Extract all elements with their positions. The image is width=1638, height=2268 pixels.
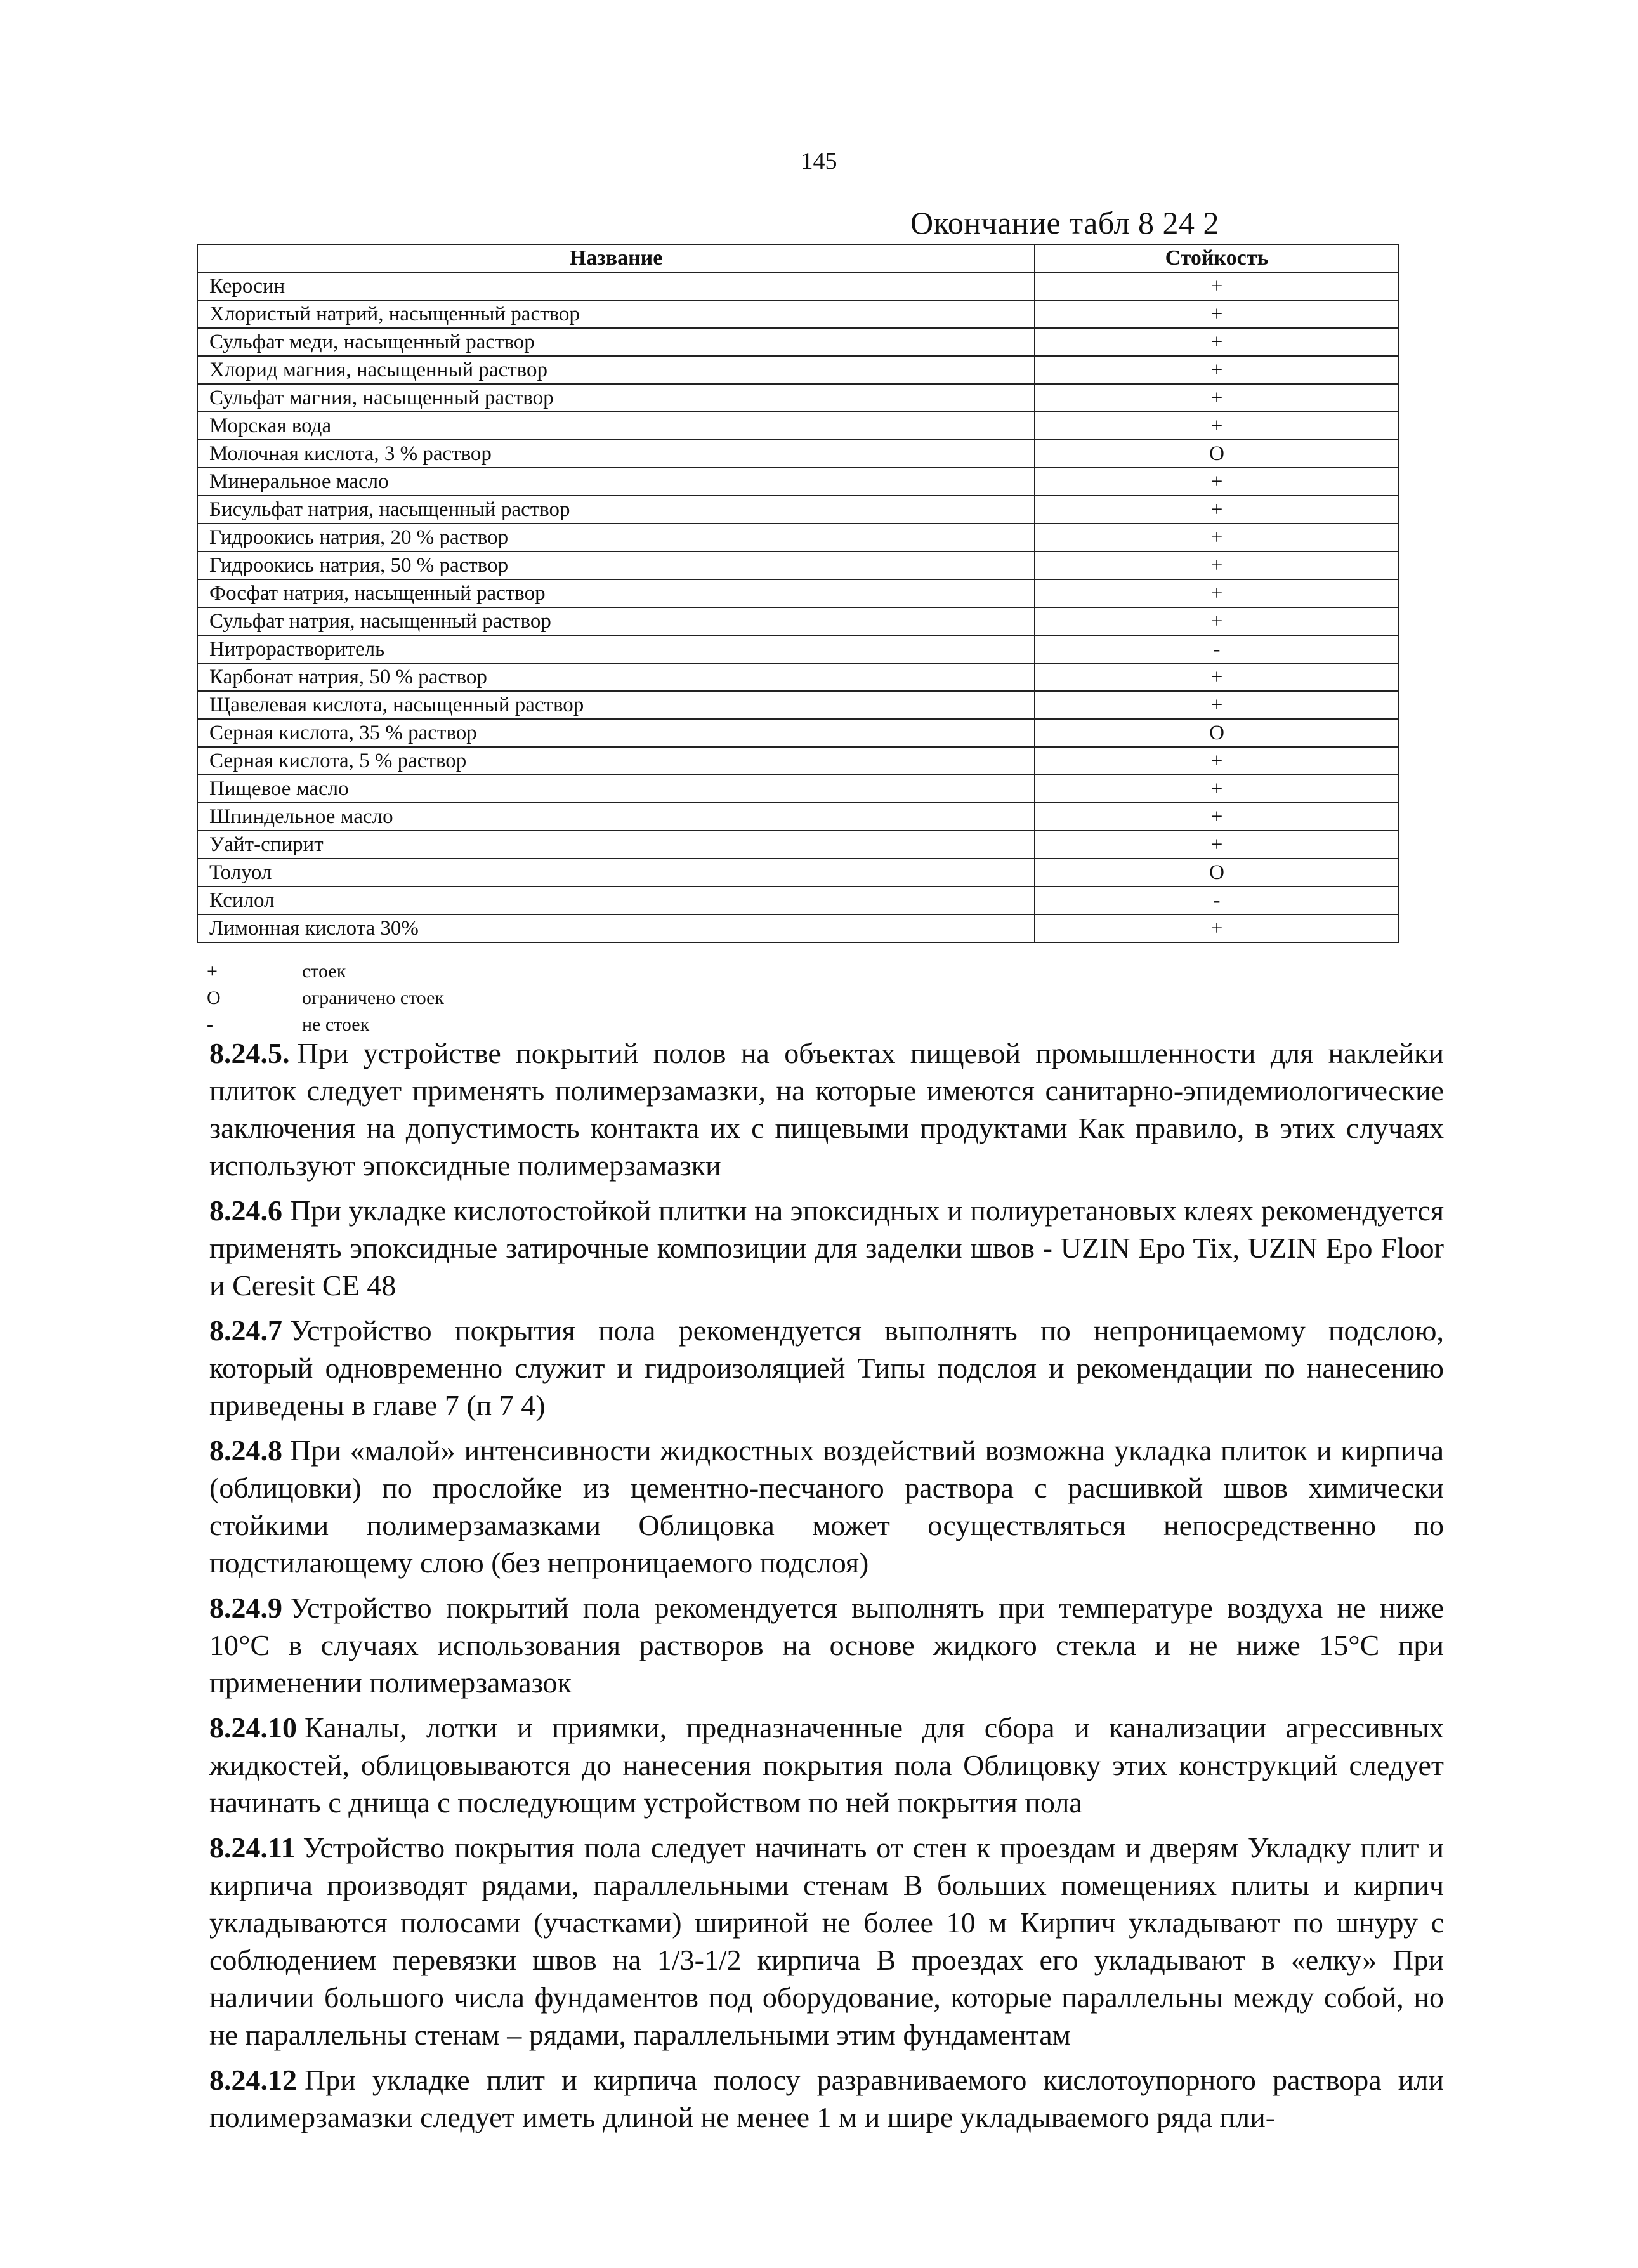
table-row — [197, 747, 1399, 775]
table-row — [197, 440, 1399, 468]
substance-name: Хлорид магния, насыщенный раствор — [197, 356, 1035, 384]
legend-text: не стоек — [302, 1014, 370, 1035]
paragraph-number: 8.24.11 — [209, 1831, 296, 1864]
substance-name: Морская вода — [197, 412, 1035, 440]
paragraph — [209, 1829, 1444, 2054]
resistance-value: - — [1035, 635, 1399, 663]
table-row — [197, 691, 1399, 719]
resistance-value: + — [1035, 831, 1399, 859]
table-row — [197, 579, 1399, 607]
substance-name: Ксилол — [197, 887, 1035, 914]
table-row — [197, 300, 1399, 328]
table-row — [197, 328, 1399, 356]
table-row — [197, 859, 1399, 887]
paragraph-number: 8.24.12 — [209, 2064, 297, 2096]
table-row — [197, 524, 1399, 551]
resistance-value: + — [1035, 384, 1399, 412]
substance-name: Шпиндельное масло — [197, 803, 1035, 831]
resistance-value: + — [1035, 551, 1399, 579]
table-row — [197, 775, 1399, 803]
table-row — [197, 551, 1399, 579]
resistance-value: - — [1035, 887, 1399, 914]
paragraph-number: 8.24.10 — [209, 1711, 297, 1744]
substance-name: Гидроокись натрия, 50 % раствор — [197, 551, 1035, 579]
paragraph-text: Каналы, лотки и приямки, предназначенные для сбора и канализации агрессивных жидкостей, облицовываются до нанесения покрытия пола Облицовку этих конструкций следует начинать с днища с последующим устройством по ней покрытия пола — [209, 1711, 1444, 1819]
table-row — [197, 663, 1399, 691]
paragraph-text: Устройство покрытий пола рекомендуется выполнять при температуре воздуха не ниже 10°С в случаях использования растворов на основе жидкого стекла и не ниже 15°С при применении полимерзамазок — [209, 1592, 1444, 1699]
resistance-value: + — [1035, 356, 1399, 384]
substance-name: Уайт-спирит — [197, 831, 1035, 859]
substance-name: Лимонная кислота 30% — [197, 914, 1035, 942]
substance-name: Гидроокись натрия, 20 % раствор — [197, 524, 1035, 551]
resistance-value: + — [1035, 579, 1399, 607]
table-row — [197, 607, 1399, 635]
table-header-row — [197, 244, 1399, 272]
substance-name: Сульфат магния, насыщенный раствор — [197, 384, 1035, 412]
paragraph-text: Устройство покрытия пола следует начинать от стен к проездам и дверям Укладку плит и кирпича производят рядами, параллельными стенам В больших помещениях плиты и кирпич укладываются полосами (участками) шириной не более 10 м Кирпич укладывают по шнуру с соблюдением перевязки швов на 1/3-1/2 кирпича В проездах его укладывают в «елку» При наличии большого числа фундаментов под оборудование, которые параллельны между собой, но не параллельны стенам – рядами, параллельными этим фундаментам — [209, 1831, 1444, 2051]
table-row — [197, 412, 1399, 440]
substance-name: Нитрорастворитель — [197, 635, 1035, 663]
page-number: 145 — [801, 148, 837, 175]
table-row — [197, 719, 1399, 747]
table-row — [197, 887, 1399, 914]
body-text — [209, 1034, 1444, 2144]
paragraph-text: Устройство покрытия пола рекомендуется выполнять по непроницаемому подслою, который одновременно служит и гидроизоляцией Типы подслоя и рекомендации по нанесению приведены в главе 7 (п 7 4) — [209, 1314, 1444, 1421]
paragraph-number: 8.24.5. — [209, 1037, 290, 1069]
resistance-value: + — [1035, 328, 1399, 356]
resistance-value: + — [1035, 468, 1399, 496]
resistance-value: + — [1035, 524, 1399, 551]
table-row — [197, 272, 1399, 300]
table-caption: Окончание табл 8 24 2 — [910, 205, 1219, 241]
substance-name: Пищевое масло — [197, 775, 1035, 803]
table-row — [197, 468, 1399, 496]
resistance-value: О — [1035, 440, 1399, 468]
substance-name: Толуол — [197, 859, 1035, 887]
resistance-table — [197, 244, 1398, 943]
resistance-value: + — [1035, 272, 1399, 300]
header-resistance: Стойкость — [1035, 244, 1399, 272]
substance-name: Серная кислота, 35 % раствор — [197, 719, 1035, 747]
legend-item — [207, 985, 444, 1012]
paragraph-number: 8.24.7 — [209, 1314, 282, 1347]
resistance-value: + — [1035, 803, 1399, 831]
legend-text: стоек — [302, 961, 346, 982]
resistance-value: О — [1035, 719, 1399, 747]
substance-name: Щавелевая кислота, насыщенный раствор — [197, 691, 1035, 719]
paragraph-text: При укладке плит и кирпича полосу разравниваемого кислотоупорного раствора или полимерзамазки следует иметь длиной не менее 1 м и шире укладываемого ряда пли- — [209, 2064, 1444, 2133]
table-row — [197, 914, 1399, 942]
resistance-value: + — [1035, 914, 1399, 942]
substance-name: Минеральное масло — [197, 468, 1035, 496]
paragraph — [209, 1589, 1444, 1701]
table-row — [197, 803, 1399, 831]
table-legend — [207, 958, 444, 1038]
substance-name: Серная кислота, 5 % раствор — [197, 747, 1035, 775]
substance-name: Бисульфат натрия, насыщенный раствор — [197, 496, 1035, 524]
table-row — [197, 831, 1399, 859]
legend-item — [207, 958, 444, 985]
resistance-value: + — [1035, 747, 1399, 775]
paragraph-number: 8.24.6 — [209, 1194, 282, 1227]
legend-symbol: + — [207, 961, 218, 982]
resistance-value: + — [1035, 496, 1399, 524]
table-row — [197, 496, 1399, 524]
table-row — [197, 356, 1399, 384]
legend-symbol: О — [207, 987, 221, 1008]
substance-name: Карбонат натрия, 50 % раствор — [197, 663, 1035, 691]
paragraph — [209, 1192, 1444, 1304]
paragraph — [209, 1432, 1444, 1581]
table-row — [197, 635, 1399, 663]
paragraph-number: 8.24.8 — [209, 1434, 282, 1467]
substance-name: Хлористый натрий, насыщенный раствор — [197, 300, 1035, 328]
header-name: Название — [197, 244, 1035, 272]
resistance-value: + — [1035, 691, 1399, 719]
resistance-value: + — [1035, 775, 1399, 803]
legend-symbol: - — [207, 1014, 213, 1035]
paragraph-text: При «малой» интенсивности жидкостных воздействий возможна укладка плиток и кирпича (облицовки) по прослойке из цементно-песчаного раствора с расшивкой швов химически стойкими полимерзамазками Облицовка может осуществляться непосредственно по подстилающему слою (без непроницаемого подслоя) — [209, 1434, 1444, 1579]
substance-name: Сульфат меди, насыщенный раствор — [197, 328, 1035, 356]
resistance-value: + — [1035, 663, 1399, 691]
paragraph-text: При укладке кислотостойкой плитки на эпоксидных и полиуретановых клеях рекомендуется применять эпоксидные затирочные композиции для заделки швов - UZIN Epo Tix, UZIN Epo Floor и Ceresit CE 48 — [209, 1194, 1444, 1302]
paragraph — [209, 1034, 1444, 1184]
substance-name: Молочная кислота, 3 % раствор — [197, 440, 1035, 468]
substance-name: Сульфат натрия, насыщенный раствор — [197, 607, 1035, 635]
resistance-value: + — [1035, 300, 1399, 328]
paragraph-text: При устройстве покрытий полов на объектах пищевой промышленности для наклейки плиток следует применять полимерзамазки, на которые имеются санитарно-эпидемиологические заключения на допустимость контакта их с пищевыми продуктами Как правило, в этих случаях используют эпоксидные полимерзамазки — [209, 1037, 1444, 1182]
substance-name: Керосин — [197, 272, 1035, 300]
paragraph-number: 8.24.9 — [209, 1592, 282, 1624]
substance-name: Фосфат натрия, насыщенный раствор — [197, 579, 1035, 607]
paragraph — [209, 1312, 1444, 1424]
paragraph — [209, 2061, 1444, 2136]
legend-text: ограничено стоек — [302, 987, 444, 1008]
resistance-value: + — [1035, 412, 1399, 440]
resistance-value: О — [1035, 859, 1399, 887]
paragraph — [209, 1709, 1444, 1821]
table-row — [197, 384, 1399, 412]
resistance-value: + — [1035, 607, 1399, 635]
